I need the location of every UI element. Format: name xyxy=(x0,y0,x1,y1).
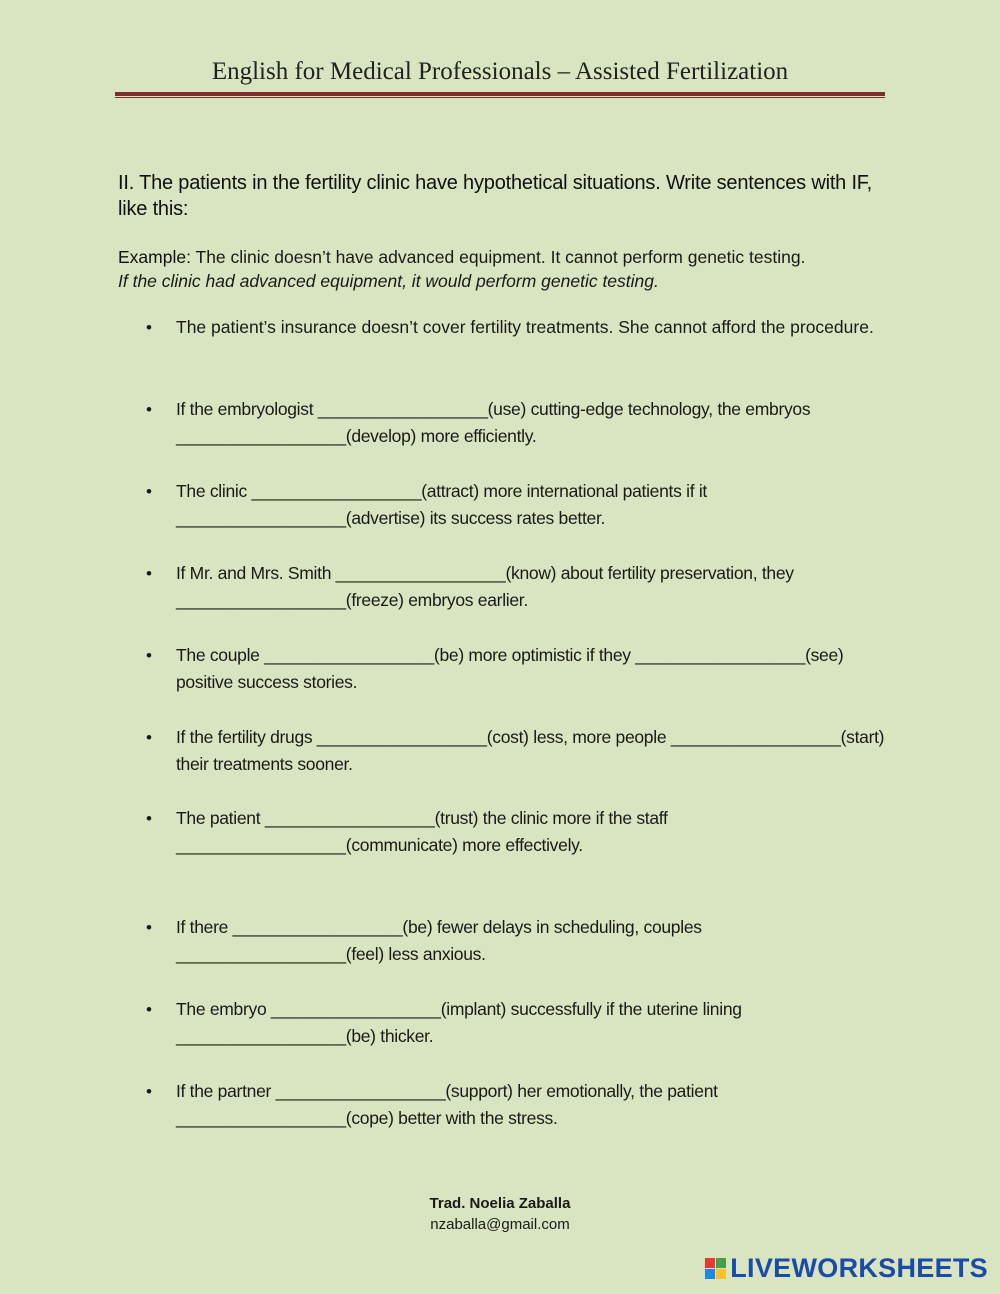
liveworksheets-brand[interactable] xyxy=(705,1253,988,1284)
exercise-item xyxy=(146,314,886,341)
logo-square-icon xyxy=(716,1258,726,1268)
exercise-sentence[interactable]: If there __________________(be) fewer delays in scheduling, couples __________________(feel) less anxious. xyxy=(176,917,702,964)
liveworksheets-logo-icon xyxy=(705,1258,727,1280)
bullet-icon: • xyxy=(146,482,152,501)
bullet-icon: • xyxy=(146,918,152,937)
exercise-sentence[interactable]: The clinic __________________(attract) more international patients if it __________________(advertise) its success rates better. xyxy=(176,481,707,528)
exercise-sentence[interactable]: The embryo __________________(implant) successfully if the uterine lining __________________(be) thicker. xyxy=(176,999,742,1046)
logo-square-icon xyxy=(716,1269,726,1279)
example-label: Example: xyxy=(118,247,191,267)
footer-author: Trad. Noelia Zaballa xyxy=(429,1195,571,1212)
exercise-item xyxy=(146,560,886,614)
exercise-item xyxy=(146,724,886,778)
section-heading: II. The patients in the fertility clinic have hypothetical situations. Write sentences with IF, like this: xyxy=(118,172,872,220)
footer xyxy=(0,1193,1000,1235)
header-divider-thin xyxy=(115,97,885,98)
bullet-icon: • xyxy=(146,564,152,583)
exercise-sentence[interactable]: If the partner __________________(support) her emotionally, the patient __________________(cope) better with the stress. xyxy=(176,1081,718,1128)
page-title: English for Medical Professionals – Assisted Fertilization xyxy=(211,58,789,85)
logo-square-icon xyxy=(705,1258,715,1268)
example-model-answer: If the clinic had advanced equipment, it would perform genetic testing. xyxy=(118,271,659,291)
exercise-item xyxy=(146,1078,886,1132)
bullet-icon: • xyxy=(146,1082,152,1101)
exercise-sentence[interactable]: The couple __________________(be) more optimistic if they __________________(see) positive success stories. xyxy=(176,645,844,692)
example-prompt: The clinic doesn’t have advanced equipment. It cannot perform genetic testing. xyxy=(195,247,806,267)
exercise-sentence[interactable]: If the fertility drugs __________________(cost) less, more people __________________(start) their treatments sooner. xyxy=(176,727,885,774)
exercise-item xyxy=(146,996,886,1050)
bullet-icon: • xyxy=(146,646,152,665)
exercise-item xyxy=(146,642,886,696)
liveworksheets-wordmark: LIVEWORKSHEETS xyxy=(730,1253,988,1283)
exercise-item xyxy=(146,805,886,859)
bullet-icon: • xyxy=(146,318,152,337)
exercise-sentence[interactable]: If Mr. and Mrs. Smith __________________(know) about fertility preservation, they __________________(freeze) embryos earlier. xyxy=(176,563,794,610)
footer-email: nzaballa@gmail.com xyxy=(430,1216,570,1233)
exercise-sentence: The patient’s insurance doesn’t cover fertility treatments. She cannot afford the procedure. xyxy=(176,317,874,337)
exercise-item xyxy=(146,914,886,968)
exercise-sentence[interactable]: If the embryologist __________________(use) cutting-edge technology, the embryos __________________(develop) more efficiently. xyxy=(176,399,811,446)
bullet-icon: • xyxy=(146,1000,152,1019)
logo-square-icon xyxy=(705,1269,715,1279)
exercise-sentence[interactable]: The patient __________________(trust) the clinic more if the staff __________________(communicate) more effectively. xyxy=(176,808,668,855)
exercise-item xyxy=(146,396,886,450)
example-block xyxy=(118,245,908,293)
bullet-icon: • xyxy=(146,809,152,828)
header-divider xyxy=(115,92,885,96)
bullet-icon: • xyxy=(146,400,152,419)
exercise-item xyxy=(146,478,886,532)
bullet-icon: • xyxy=(146,728,152,747)
